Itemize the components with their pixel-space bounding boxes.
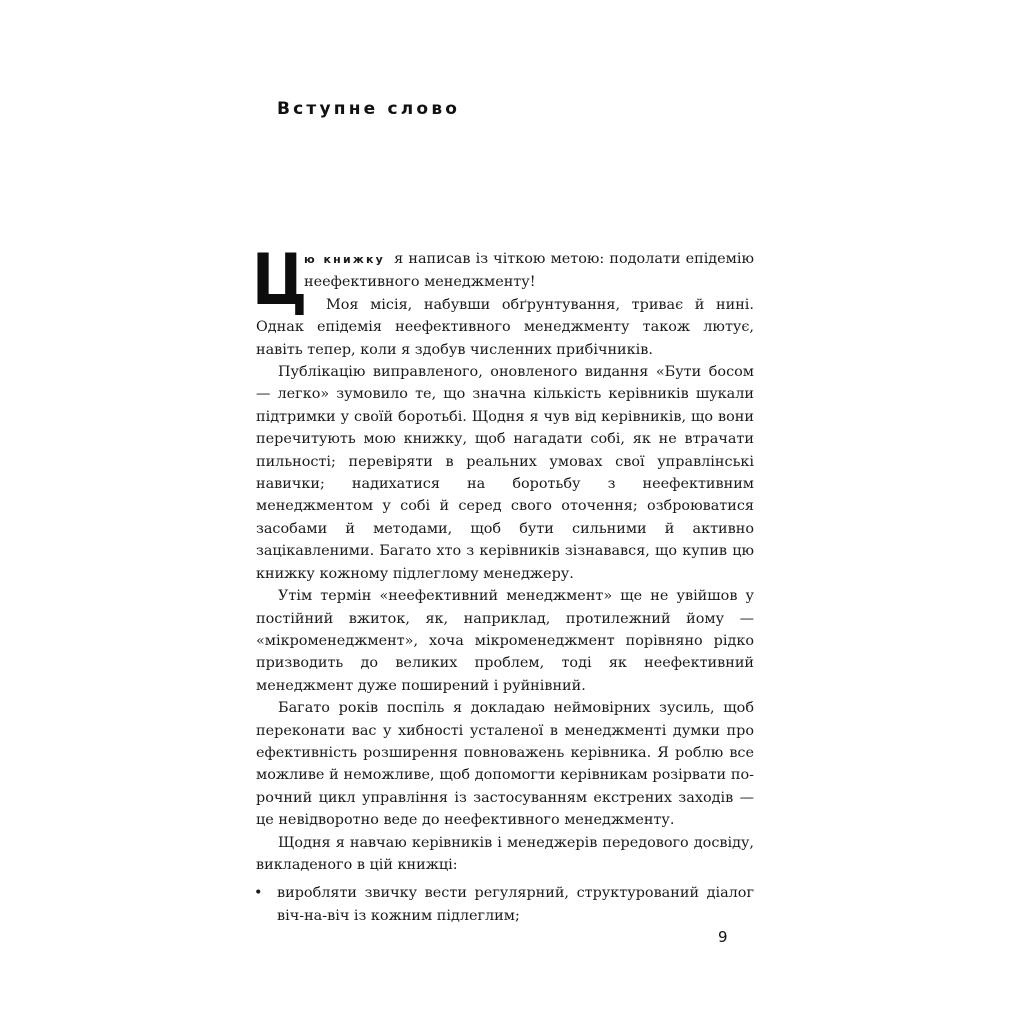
body-text bbox=[252, 239, 755, 927]
bullet-list bbox=[256, 882, 754, 927]
paragraph: Публікацію виправленого, оновленого видання «Бути босом — легко» зумовило те, що значна кількість керівників шукали підтримки у своїй боротьбі. Щодня я чув від керівників, що вони перечитують мою книжку, щоб нагадати собі, як не втрачати пильності; перевіряти в реальних умовах свої управлінські навички; надихатися на боротьбу з неефективним менеджментом у собі й серед свого оточення; озброюватися засобами й методами, щоб бути сильними й активно зацікавленими. Багато хто з керівників зізнавався, що купив цю книжку кожному підлеглому менеджеру. bbox=[256, 364, 754, 582]
drop-cap: Ц bbox=[252, 239, 308, 321]
paragraph: Моя місія, набувши обґрунтування, триває й нині. Однак епідемія неефективного менеджменту також лютує, навіть тепер, коли я здобув численних прибічників. bbox=[256, 296, 754, 358]
page-number: 9 bbox=[718, 928, 728, 946]
chapter-title: Вступне слово bbox=[277, 99, 461, 119]
lead-in-smallcaps: ю книжку bbox=[304, 253, 386, 266]
opening-paragraph bbox=[252, 239, 755, 321]
bullet-item bbox=[256, 882, 754, 927]
paragraph: Утім термін «неефективний менеджмент» ще не увійшов у постійний вжиток, як, наприклад, протилежний йому — «мікроменеджмент», хоча мікроменеджмент порівняно рідко призводить до великих проблем, тоді як неефективний менеджмент дуже поширений і руйнівний. bbox=[256, 588, 754, 694]
bullet-text: виробляти звичку вести регулярний, структурований діалог віч-на-віч із кожним підлеглим; bbox=[277, 885, 754, 924]
paragraph: Щодня я навчаю керівників і менеджерів передового досвіду, викладеного в цій книжці: bbox=[256, 834, 754, 873]
bullet-icon: • bbox=[254, 885, 263, 902]
paragraph: Багато років поспіль я докладаю неймовірних зусиль, щоб переконати вас у хибності усталеної в менеджменті думки про ефективність розширення повноважень керівника. Я роблю все можливе й неможливе, щоб допомогти керівникам розірвати порочний цикл управління із застосуванням екстрених заходів — це невідворотно веде до неефективного менеджменту. bbox=[256, 700, 754, 829]
opening-sentence: я написав із чіткою метою: подолати епідемію неефективного менеджменту! bbox=[304, 251, 755, 291]
